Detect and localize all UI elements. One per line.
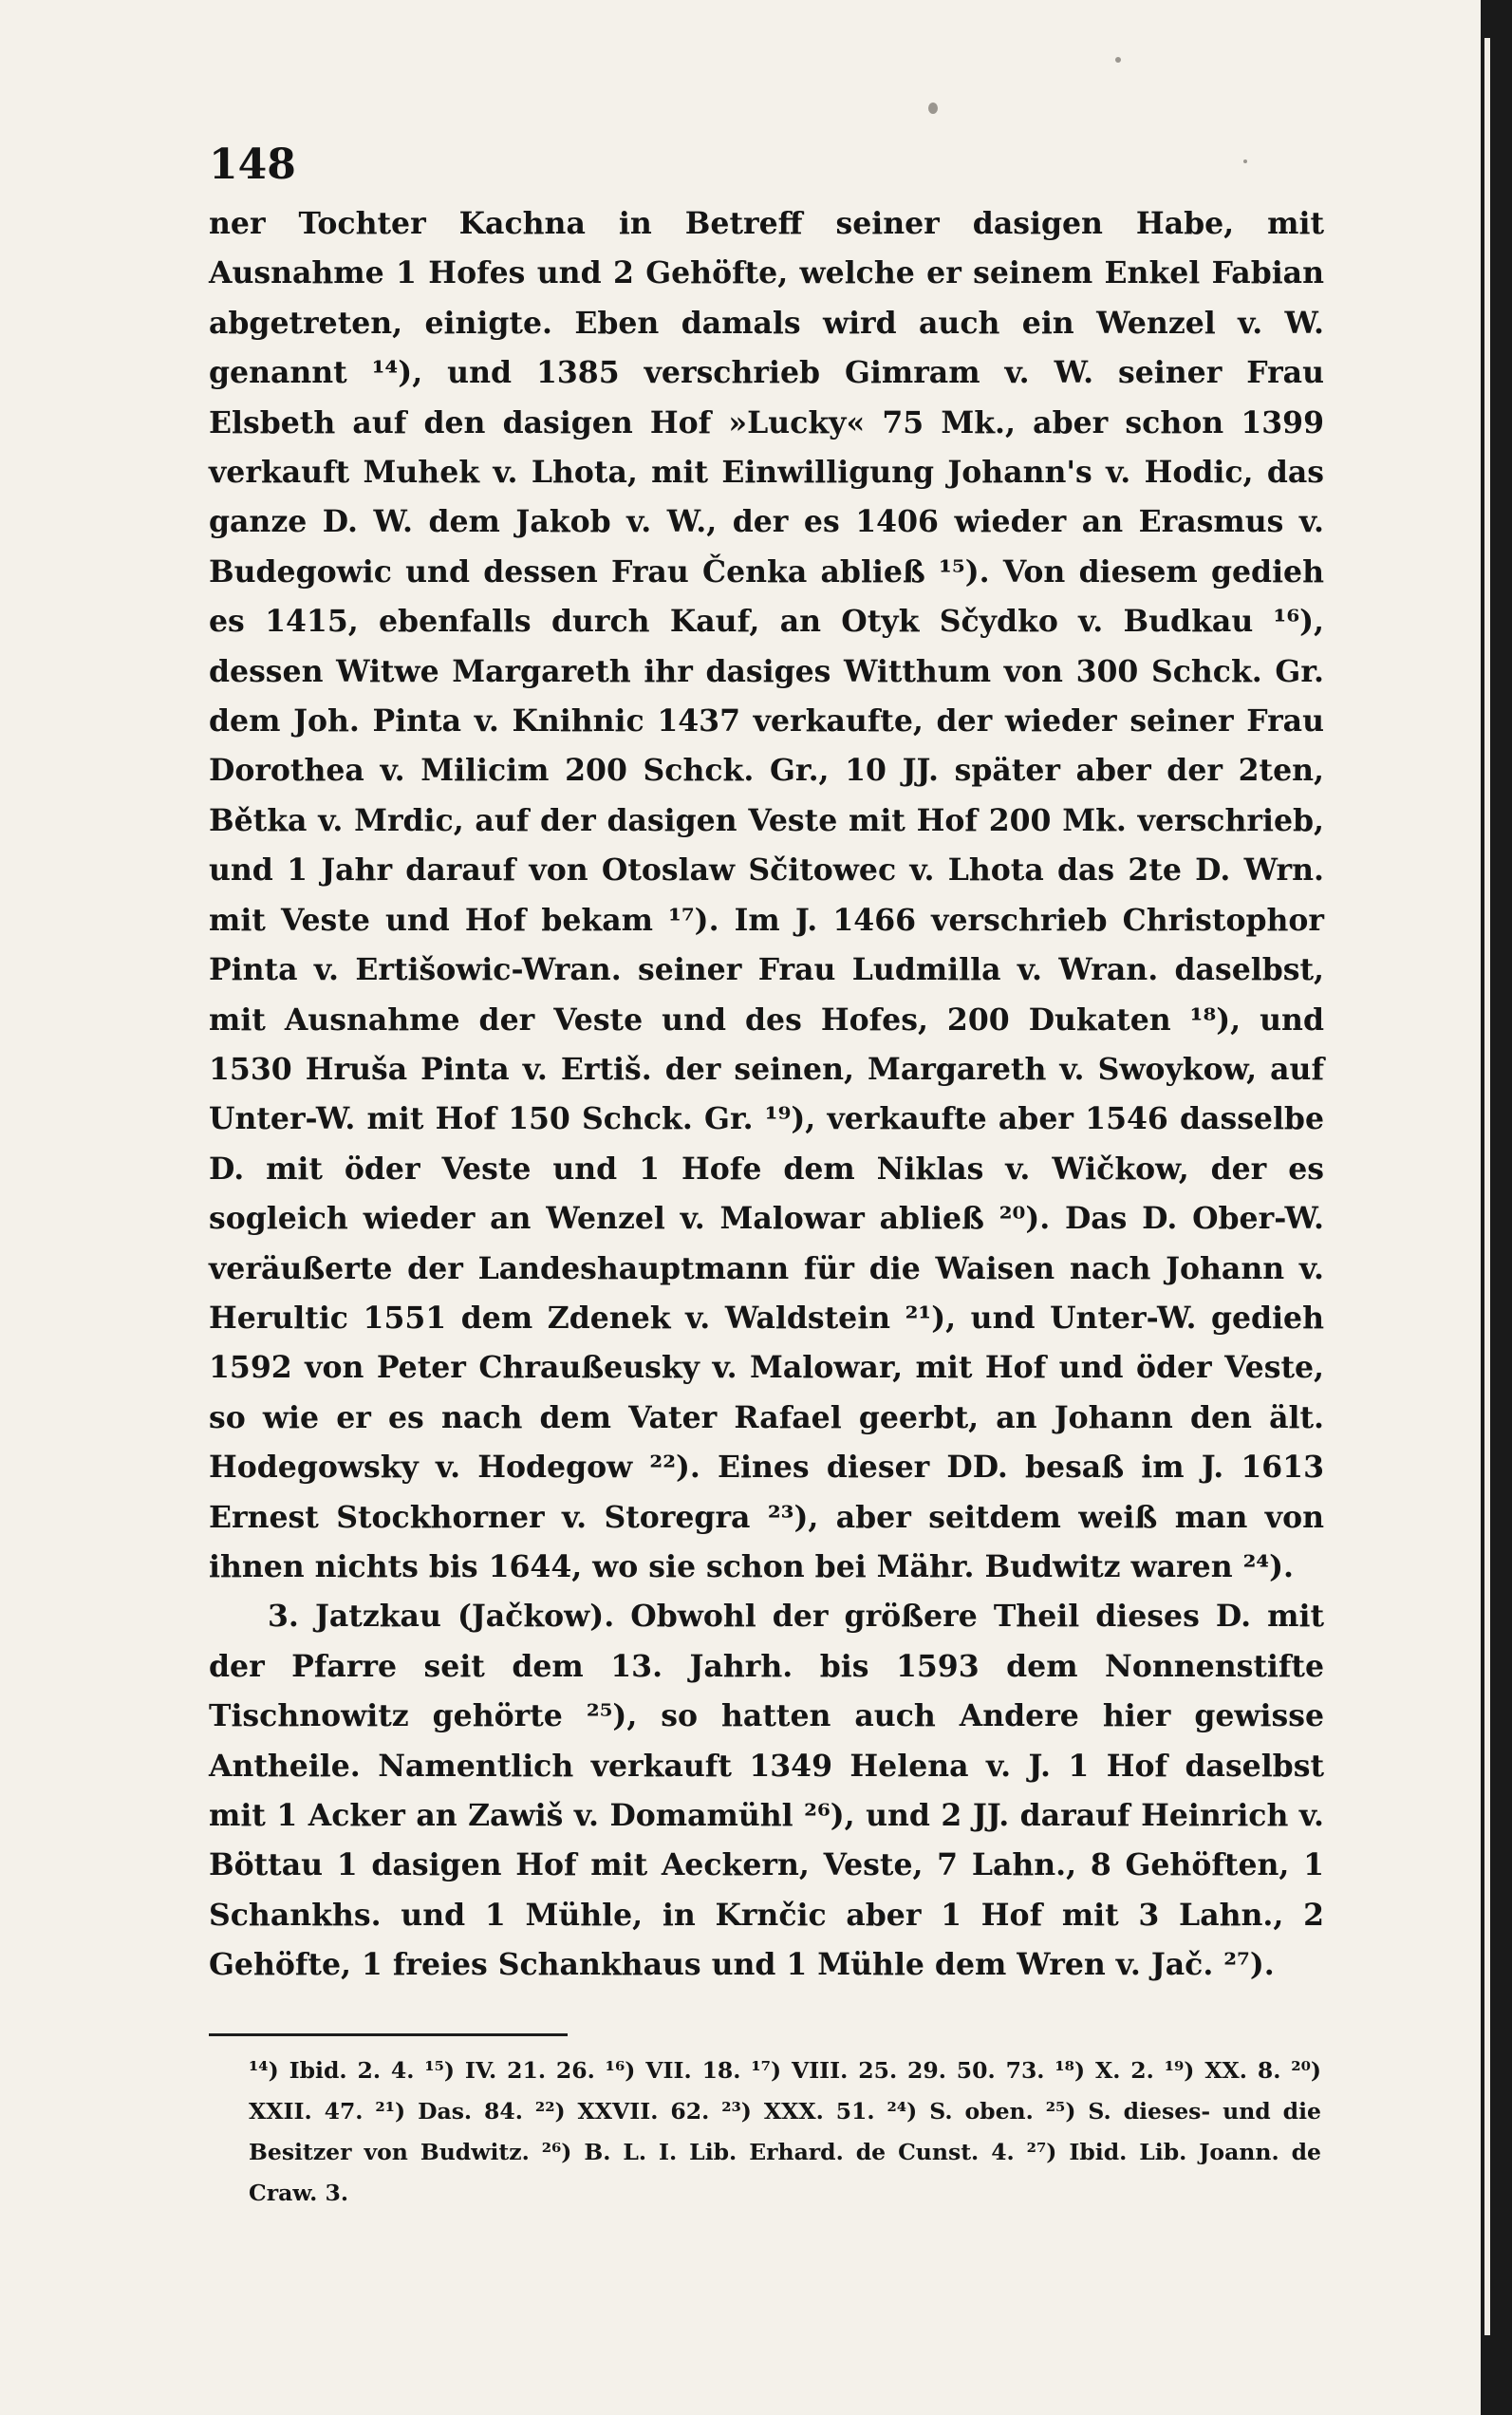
paragraph-wran-history: ner Tochter Kachna in Betreff seiner dasigen Habe, mit Ausnahme 1 Hofes und 2 Gehöfte, welche er seinem Enkel Fabian abgetreten, einigte. Eben damals wird auch ein Wenzel v. W. genannt ¹⁴), und 1385 verschrieb Gimram v. W. seiner Frau Elsbeth auf den dasigen Hof »Lucky« 75 Mk., aber schon 1399 verkauft Muhek v. Lhota, mit Einwilligung Johann's v. Hodic, das ganze D. W. dem Jakob v. W., der es 1406 wieder an Erasmus v. Budegowic und dessen Frau Čenka abließ ¹⁵). Von diesem gedieh es 1415, ebenfalls durch Kauf, an Otyk Sčydko v. Budkau ¹⁶), dessen Witwe Margareth ihr dasiges Witthum von 300 Schck. Gr. dem Joh. Pinta v. Knihnic 1437 verkaufte, der wieder seiner Frau Dorothea v. Milicim 200 Schck. Gr., 10 JJ. später aber der 2ten, Bětka v. Mrdic, auf der dasigen Veste mit Hof 200 Mk. verschrieb, und 1 Jahr darauf von Otoslaw Sčitowec v. Lhota das 2te D. Wrn. mit Veste und Hof bekam ¹⁷). Im J. 1466 verschrieb Christophor Pinta v. Ertišowic-Wran. seiner Frau Ludmilla v. Wran. daselbst, mit Ausnahme der Veste und des Hofes, 200 Dukaten ¹⁸), und 1530 Hruša Pinta v. Ertiš. der seinen, Margareth v. Swoykow, auf Unter-W. mit Hof 150 Schck. Gr. ¹⁹), verkaufte aber 1546 dasselbe D. mit öder Veste und 1 Hofe dem Niklas v. Wičkow, der es sogleich wieder an Wenzel v. Malowar abließ ²⁰). Das D. Ober-W. veräußerte der Landeshauptmann für die Waisen nach Johann v. Herultic 1551 dem Zdenek v. Waldstein ²¹), und Unter-W. gedieh 1592 von Peter Chraußeusky v. Malowar, mit Hof und öder Veste, so wie er es nach dem Vater Rafael geerbt, an Johann den ält. Hodegowsky v. Hodegow ²²). Eines dieser DD. besaß im J. 1613 Ernest Stockhorner v. Storegra ²³), aber seitdem weiß man von ihnen nichts bis 1644, wo sie schon bei Mähr. Budwitz waren ²⁴).	[209, 206, 1324, 1584]
footnote-list: ¹⁴) Ibid. 2. 4. ¹⁵) IV. 21. 26. ¹⁶) VII. 18. ¹⁷) VIII. 25. 29. 50. 73. ¹⁸) X. 2. ¹⁹) XX. 8. ²⁰) XXII. 47. ²¹) Das. 84. ²²) XXVII. 62. ²³) XXX. 51. ²⁴) S. oben. ²⁵) S. dieses- und die Besitzer von Budwitz. ²⁶) B. L. I. Lib. Erhard. de Cunst. 4. ²⁷) Ibid. Lib. Joann. de Craw. 3.	[249, 2057, 1321, 2206]
adjacent-page-edge	[1481, 0, 1512, 2415]
paper-speck	[928, 103, 938, 114]
footnote-divider	[209, 2033, 568, 2036]
footnotes	[249, 2050, 1321, 2214]
main-text	[209, 199, 1324, 1991]
page-number: 148	[209, 140, 296, 189]
paper-speck	[1115, 57, 1121, 63]
paper-speck	[1243, 159, 1247, 163]
paragraph-jatzkau: 3. Jatzkau (Jačkow). Obwohl der größere Theil dieses D. mit der Pfarre seit dem 13. Jahrh. bis 1593 dem Nonnenstifte Tischnowitz gehörte ²⁵), so hatten auch Andere hier gewisse Antheile. Namentlich verkauft 1349 Helena v. J. 1 Hof daselbst mit 1 Acker an Zawiš v. Domamühl ²⁶), und 2 JJ. darauf Heinrich v. Böttau 1 dasigen Hof mit Aeckern, Veste, 7 Lahn., 8 Gehöften, 1 Schankhs. und 1 Mühle, in Krnčic aber 1 Hof mit 3 Lahn., 2 Gehöfte, 1 freies Schankhaus und 1 Mühle dem Wren v. Jač. ²⁷).	[209, 1599, 1324, 1983]
adjacent-page-strip	[1484, 38, 1490, 2335]
